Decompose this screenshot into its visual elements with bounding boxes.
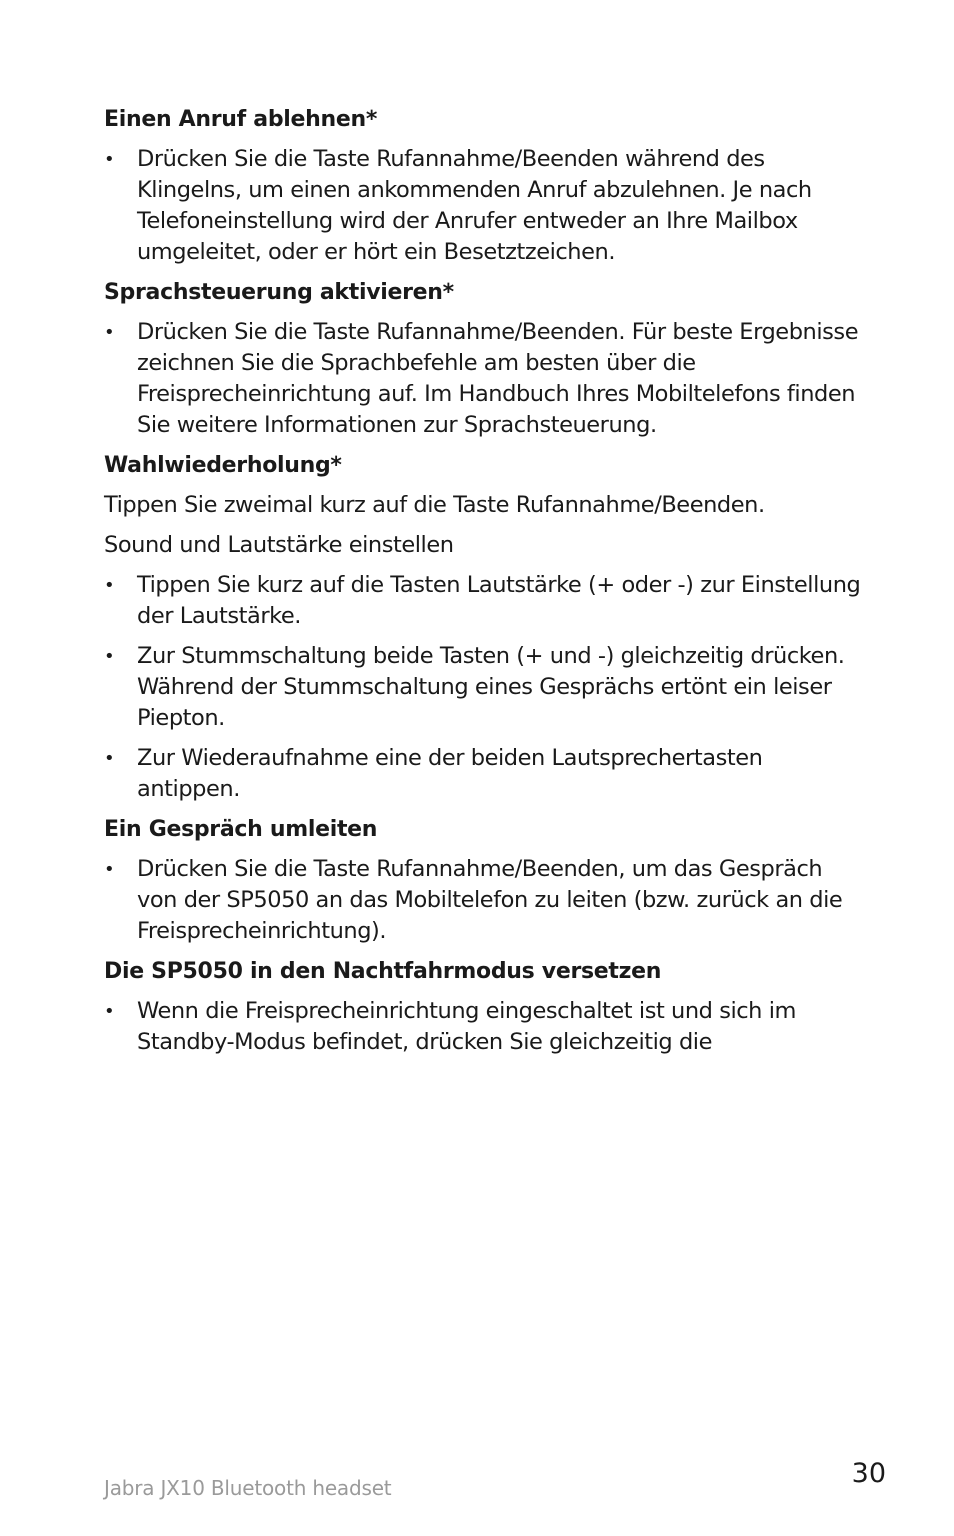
bullet-icon: • <box>104 859 115 880</box>
list-item <box>104 317 864 441</box>
section-heading-reject-call: Einen Anruf ablehnen* <box>104 107 378 132</box>
list-item <box>104 570 864 632</box>
list-item-text: Zur Stummschaltung beide Tasten (+ und -) gleichzeitig drücken. Während der Stummschaltung eines Gesprächs ertönt ein leiser Piepton. <box>137 643 845 731</box>
list-item-text: Zur Wiederaufnahme eine der beiden Lautsprechertasten antippen. <box>137 745 763 802</box>
list-item-text: Drücken Sie die Taste Rufannahme/Beenden, um das Gespräch von der SP5050 an das Mobiltelefon zu leiten (bzw. zurück an die Freisprecheinrichtung). <box>137 856 843 944</box>
bullet-list-reject-call <box>104 144 864 268</box>
list-item <box>104 854 864 947</box>
list-item-text: Drücken Sie die Taste Rufannahme/Beenden. Für beste Ergebnisse zeichnen Sie die Sprachbefehle am besten über die Freisprecheinrichtung auf. Im Handbuch Ihres Mobiltelefons finden Sie weitere Informationen zur Sprachsteuerung. <box>137 319 859 438</box>
footer-document-title: Jabra JX10 Bluetooth headset <box>104 1476 392 1500</box>
paragraph-sound-volume: Sound und Lautstärke einstellen <box>104 532 454 558</box>
bullet-icon: • <box>104 322 115 343</box>
bullet-icon: • <box>104 1001 115 1022</box>
list-item <box>104 144 864 268</box>
bullet-icon: • <box>104 575 115 596</box>
list-item-text: Drücken Sie die Taste Rufannahme/Beenden während des Klingelns, um einen ankommenden Anruf abzulehnen. Je nach Telefoneinstellung wird der Anrufer entweder an Ihre Mailbox umgeleitet, oder er hört ein Besetztzeichen. <box>137 146 812 265</box>
bullet-list-volume <box>104 570 864 805</box>
bullet-icon: • <box>104 646 115 667</box>
bullet-icon: • <box>104 149 115 170</box>
page-number: 30 <box>851 1458 886 1489</box>
section-heading-voice-control: Sprachsteuerung aktivieren* <box>104 280 454 305</box>
list-item <box>104 743 864 805</box>
bullet-list-voice-control <box>104 317 864 441</box>
list-item-text: Wenn die Freisprecheinrichtung eingeschaltet ist und sich im Standby-Modus befindet, drücken Sie gleichzeitig die <box>137 998 796 1055</box>
list-item-text: Tippen Sie kurz auf die Tasten Lautstärke (+ oder -) zur Einstellung der Lautstärke. <box>137 572 861 629</box>
section-heading-transfer-call: Ein Gespräch umleiten <box>104 817 378 842</box>
paragraph-redial: Tippen Sie zweimal kurz auf die Taste Rufannahme/Beenden. <box>104 492 765 518</box>
page-content <box>104 104 864 1067</box>
bullet-icon: • <box>104 748 115 769</box>
bullet-list-transfer-call <box>104 854 864 947</box>
bullet-list-night-mode <box>104 996 864 1058</box>
list-item <box>104 996 864 1058</box>
section-heading-night-mode: Die SP5050 in den Nachtfahrmodus versetzen <box>104 959 662 984</box>
list-item <box>104 641 864 734</box>
section-heading-redial: Wahlwiederholung* <box>104 453 342 478</box>
